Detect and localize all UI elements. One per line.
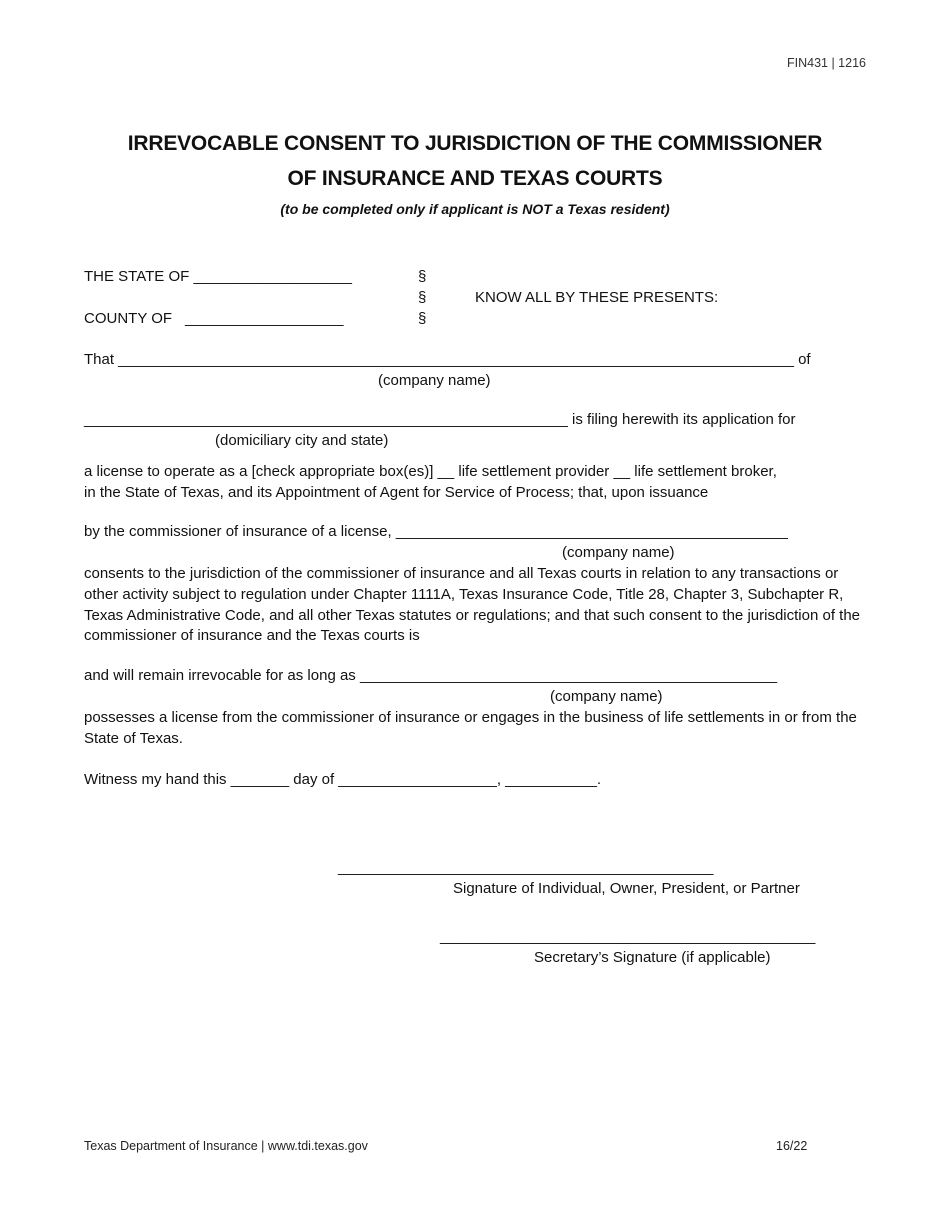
document-subtitle: (to be completed only if applicant is NOT a Texas resident) [280,201,670,217]
know-all-presents: KNOW ALL BY THESE PRESENTS: [475,289,719,306]
licensed-company-field[interactable]: by the commissioner of insurance of a license, _______________________________________________ [84,523,788,540]
state-of-field[interactable]: THE STATE OF ___________________ [84,268,352,285]
section-symbol: § [418,289,427,306]
document-title-line-1: IRREVOCABLE CONSENT TO JURISDICTION OF THE COMMISSIONER [127,132,823,155]
company-name-caption: (company name) [562,544,675,561]
company-name-field[interactable]: That _________________________________________________________________________________ of [84,351,811,368]
witness-date-field[interactable]: Witness my hand this _______ day of ___________________, ___________. [84,771,602,788]
section-symbol: § [418,268,427,285]
primary-signature-caption: Signature of Individual, Owner, President, or Partner [453,880,800,897]
county-of-field[interactable]: ___________________ [185,310,344,327]
irrevocable-company-field[interactable]: and will remain irrevocable for as long as __________________________________________________ [84,667,778,684]
possesses-paragraph: possesses a license from the commissioner of insurance or engages in the business of life settlements in or from the State of Texas. [84,709,857,747]
footer-page-number: 16/22 [776,1139,808,1153]
domiciliary-city-field[interactable]: __________________________________________________________ is filing herewith its application for [84,411,796,428]
consent-paragraph: consents to the jurisdiction of the commissioner of insurance and all Texas courts in relation to any transactions or other activity subject to regulation under Chapter 1111A, Texas Insurance Code, Title 28, Chapter 3, Subchapter R, Texas Administrative Code, and all other Texas statutes or regulations; and that such consent to the jurisdiction of the commissioner of insurance and the Texas courts is [84,565,861,645]
domiciliary-city-caption: (domiciliary city and state) [215,432,389,449]
document-title-line-2: OF INSURANCE AND TEXAS COURTS [287,167,663,190]
secretary-signature-caption: Secretary’s Signature (if applicable) [534,949,771,966]
form-id: FIN431 | 1216 [787,56,866,70]
secretary-signature-line[interactable]: _____________________________________________ [440,928,816,945]
license-paragraph: a license to operate as a [check appropriate box(es)] __ life settlement provider __ life settlement broker, in the State of Texas, and its Appointment of Agent for Service of Process; that, upon issuance [84,463,777,501]
company-name-caption: (company name) [378,372,491,389]
footer-organization: Texas Department of Insurance | www.tdi.texas.gov [84,1139,368,1153]
county-of-label: COUNTY OF [84,310,173,327]
section-symbol: § [418,310,427,327]
company-name-caption: (company name) [550,688,663,705]
primary-signature-line[interactable]: _____________________________________________ [338,859,714,876]
